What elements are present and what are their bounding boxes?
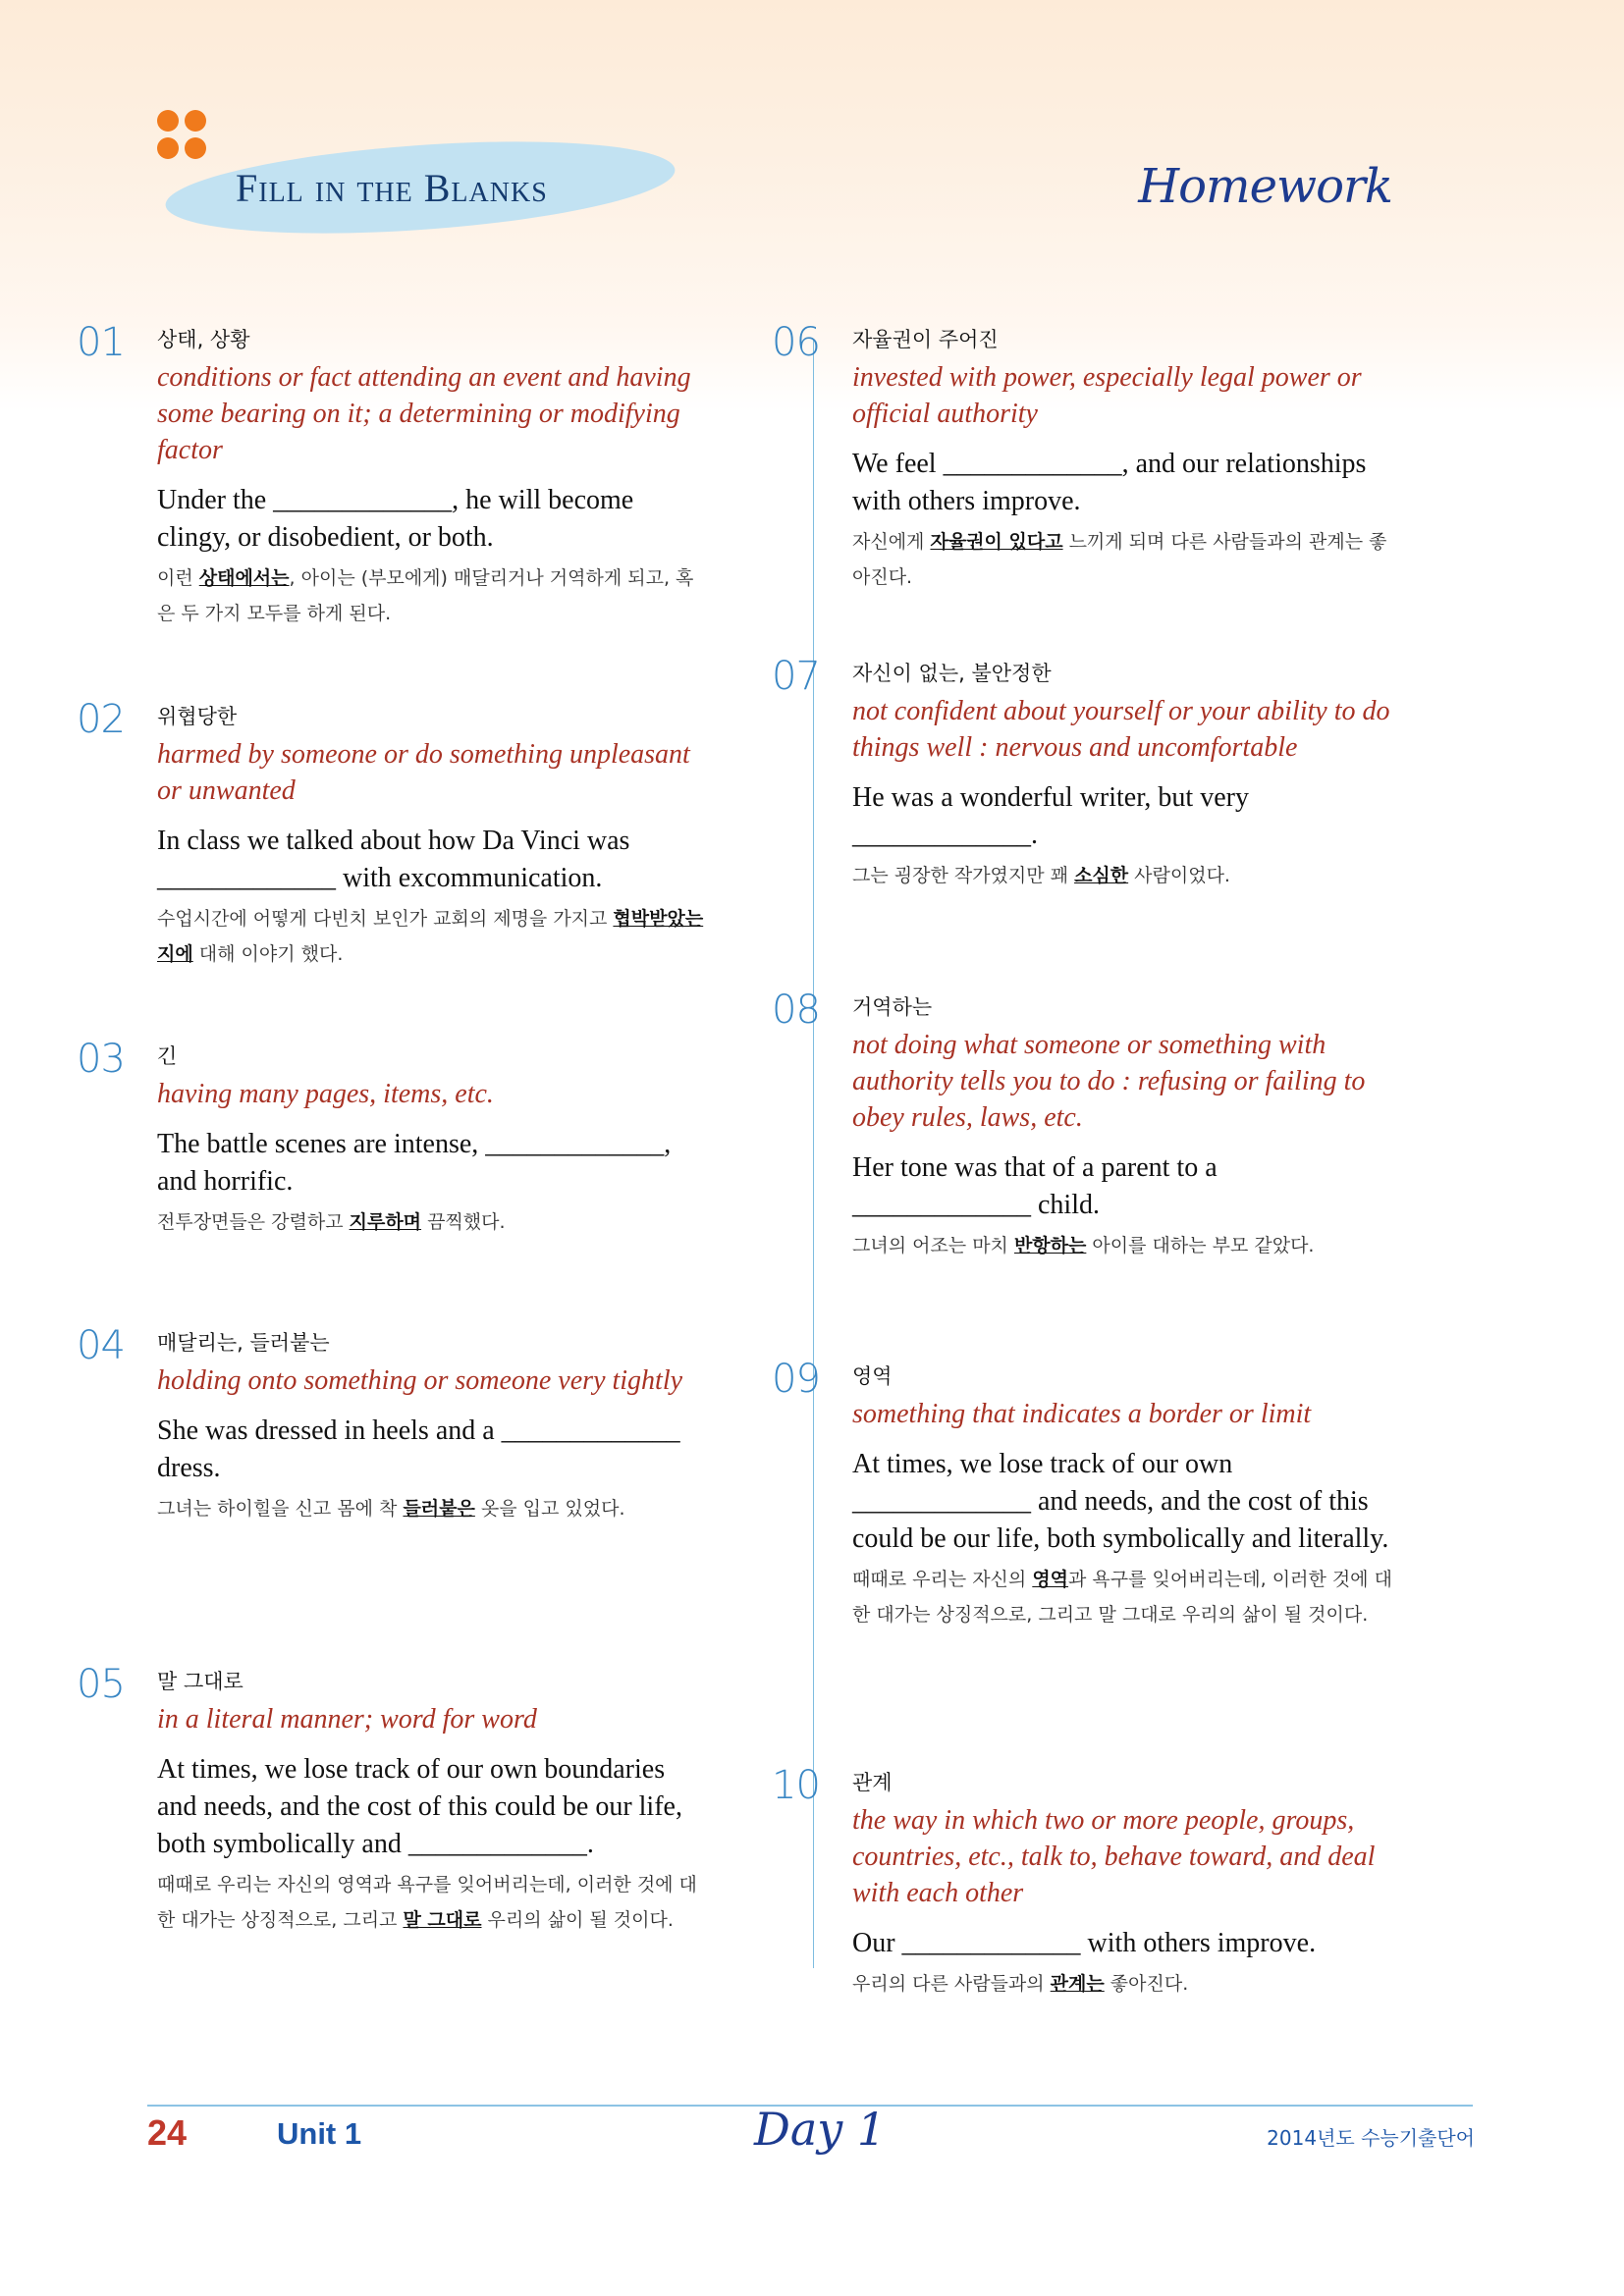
definition: harmed by someone or do something unpleasant or unwanted — [157, 739, 690, 806]
entry-05 — [77, 1662, 707, 1938]
definition: not confident about yourself or your ability to do things well : nervous and uncomfortable — [852, 696, 1390, 763]
entry-number: 04 — [77, 1323, 125, 1368]
translation-keyword: 지루하며 — [349, 1211, 422, 1233]
entry-number: 03 — [77, 1037, 125, 1082]
entry-04 — [77, 1323, 707, 1526]
example-sentence: Our _____________ with others improve. — [852, 1928, 1317, 1958]
entry-09 — [772, 1357, 1402, 1632]
definition: the way in which two or more people, groups, countries, etc., talk to, behave toward, and deal with each other — [852, 1805, 1376, 1908]
homework-label: Homework — [1138, 159, 1392, 214]
logo-dots-icon — [157, 110, 208, 161]
translation-keyword: 말 그대로 — [403, 1909, 482, 1931]
translation-keyword: 자율권이 있다고 — [930, 531, 1063, 553]
entry-number: 06 — [772, 320, 820, 365]
korean-translation: 자신에게 자율권이 있다고 느끼게 되며 다른 사람들과의 관계는 좋아진다. — [852, 531, 1387, 588]
example-sentence: She was dressed in heels and a _____________ dress. — [157, 1415, 680, 1483]
entry-01 — [77, 320, 707, 631]
korean-meaning: 말 그대로 — [157, 1670, 244, 1693]
column-divider — [813, 339, 814, 1968]
korean-translation: 때때로 우리는 자신의 영역과 욕구를 잊어버리는데, 이러한 것에 대한 대가는 상징적으로, 그리고 말 그대로 우리의 삶이 될 것이다. — [157, 1874, 697, 1931]
day-label: Day 1 — [754, 2103, 887, 2156]
entry-number: 05 — [77, 1662, 125, 1707]
translation-keyword: 협박받았는지에 — [157, 908, 704, 965]
korean-meaning: 자신이 없는, 불안정한 — [852, 662, 1052, 685]
entry-number: 10 — [772, 1763, 820, 1808]
example-sentence: He was a wonderful writer, but very _____________. — [852, 782, 1249, 850]
entry-03 — [77, 1037, 707, 1240]
entry-07 — [772, 654, 1402, 893]
definition: holding onto something or someone very tightly — [157, 1365, 683, 1396]
entry-number: 09 — [772, 1357, 820, 1402]
korean-translation: 수업시간에 어떻게 다빈치 보인가 교회의 제명을 가지고 협박받았는지에 대해 이야기 했다. — [157, 908, 704, 965]
entry-number: 08 — [772, 988, 820, 1033]
definition: something that indicates a border or limit — [852, 1399, 1312, 1429]
definition: conditions or fact attending an event and having some bearing on it; a determining or modifying factor — [157, 362, 691, 465]
translation-keyword: 들러붙은 — [403, 1498, 475, 1520]
korean-translation: 이런 상태에서는, 아이는 (부모에게) 매달리거나 거역하게 되고, 혹은 두 가지 모두를 하게 된다. — [157, 567, 694, 624]
korean-translation: 그녀는 하이힐을 신고 몸에 착 들러붙은 옷을 입고 있었다. — [157, 1498, 625, 1520]
definition: in a literal manner; word for word — [157, 1704, 537, 1735]
translation-keyword: 소심한 — [1074, 865, 1129, 886]
example-sentence: In class we talked about how Da Vinci was _____________ with excommunication. — [157, 826, 630, 893]
translation-keyword: 관계는 — [1050, 1973, 1105, 1995]
entry-10 — [772, 1763, 1402, 2002]
korean-translation: 그는 굉장한 작가였지만 꽤 소심한 사람이었다. — [852, 865, 1230, 886]
korean-meaning: 영역 — [852, 1364, 893, 1388]
entry-number: 01 — [77, 320, 125, 365]
korean-translation: 그녀의 어조는 마치 반항하는 아이를 대하는 부모 같았다. — [852, 1235, 1315, 1256]
example-sentence: Her tone was that of a parent to a _____________ child. — [852, 1152, 1218, 1220]
entry-08 — [772, 988, 1402, 1263]
korean-meaning: 위협당한 — [157, 705, 238, 728]
korean-translation: 때때로 우리는 자신의 영역과 욕구를 잊어버리는데, 이러한 것에 대한 대가는 상징적으로, 그리고 말 그대로 우리의 삶이 될 것이다. — [852, 1569, 1392, 1626]
korean-meaning: 매달리는, 들러붙는 — [157, 1331, 330, 1355]
example-sentence: At times, we lose track of our own _____________ and needs, and the cost of this could be our life, both symbolically and literally. — [852, 1449, 1389, 1554]
page-title: Fill in the Blanks — [236, 166, 548, 210]
korean-meaning: 상태, 상황 — [157, 328, 250, 351]
entry-06 — [772, 320, 1402, 595]
korean-meaning: 자율권이 주어진 — [852, 328, 999, 351]
example-sentence: Under the _____________, he will become clingy, or disobedient, or both. — [157, 485, 634, 553]
translation-keyword: 영역 — [1032, 1569, 1069, 1590]
korean-translation: 전투장면들은 강렬하고 지루하며 끔찍했다. — [157, 1211, 506, 1233]
example-sentence: We feel _____________, and our relationships with others improve. — [852, 449, 1367, 516]
korean-translation: 우리의 다른 사람들과의 관계는 좋아진다. — [852, 1973, 1189, 1995]
book-title: 2014년도 수능기출단어 — [1267, 2126, 1475, 2150]
unit-label: Unit 1 — [277, 2116, 362, 2151]
definition: having many pages, items, etc. — [157, 1079, 494, 1109]
entry-number: 02 — [77, 697, 125, 742]
page-number: 24 — [147, 2112, 188, 2153]
entry-number: 07 — [772, 654, 820, 699]
korean-meaning: 관계 — [852, 1771, 893, 1794]
translation-keyword: 반항하는 — [1013, 1235, 1087, 1256]
translation-keyword: 상태에서는 — [198, 567, 290, 589]
example-sentence: At times, we lose track of our own boundaries and needs, and the cost of this could be our life, both symbolically and _____________. — [157, 1754, 682, 1859]
example-sentence: The battle scenes are intense, _____________, and horrific. — [157, 1129, 672, 1197]
definition: not doing what someone or something with authority tells you to do : refusing or failing to obey rules, laws, etc. — [852, 1030, 1366, 1133]
definition: invested with power, especially legal power or official authority — [852, 362, 1362, 429]
entry-02 — [77, 697, 707, 972]
korean-meaning: 긴 — [157, 1044, 178, 1068]
korean-meaning: 거역하는 — [852, 995, 933, 1019]
